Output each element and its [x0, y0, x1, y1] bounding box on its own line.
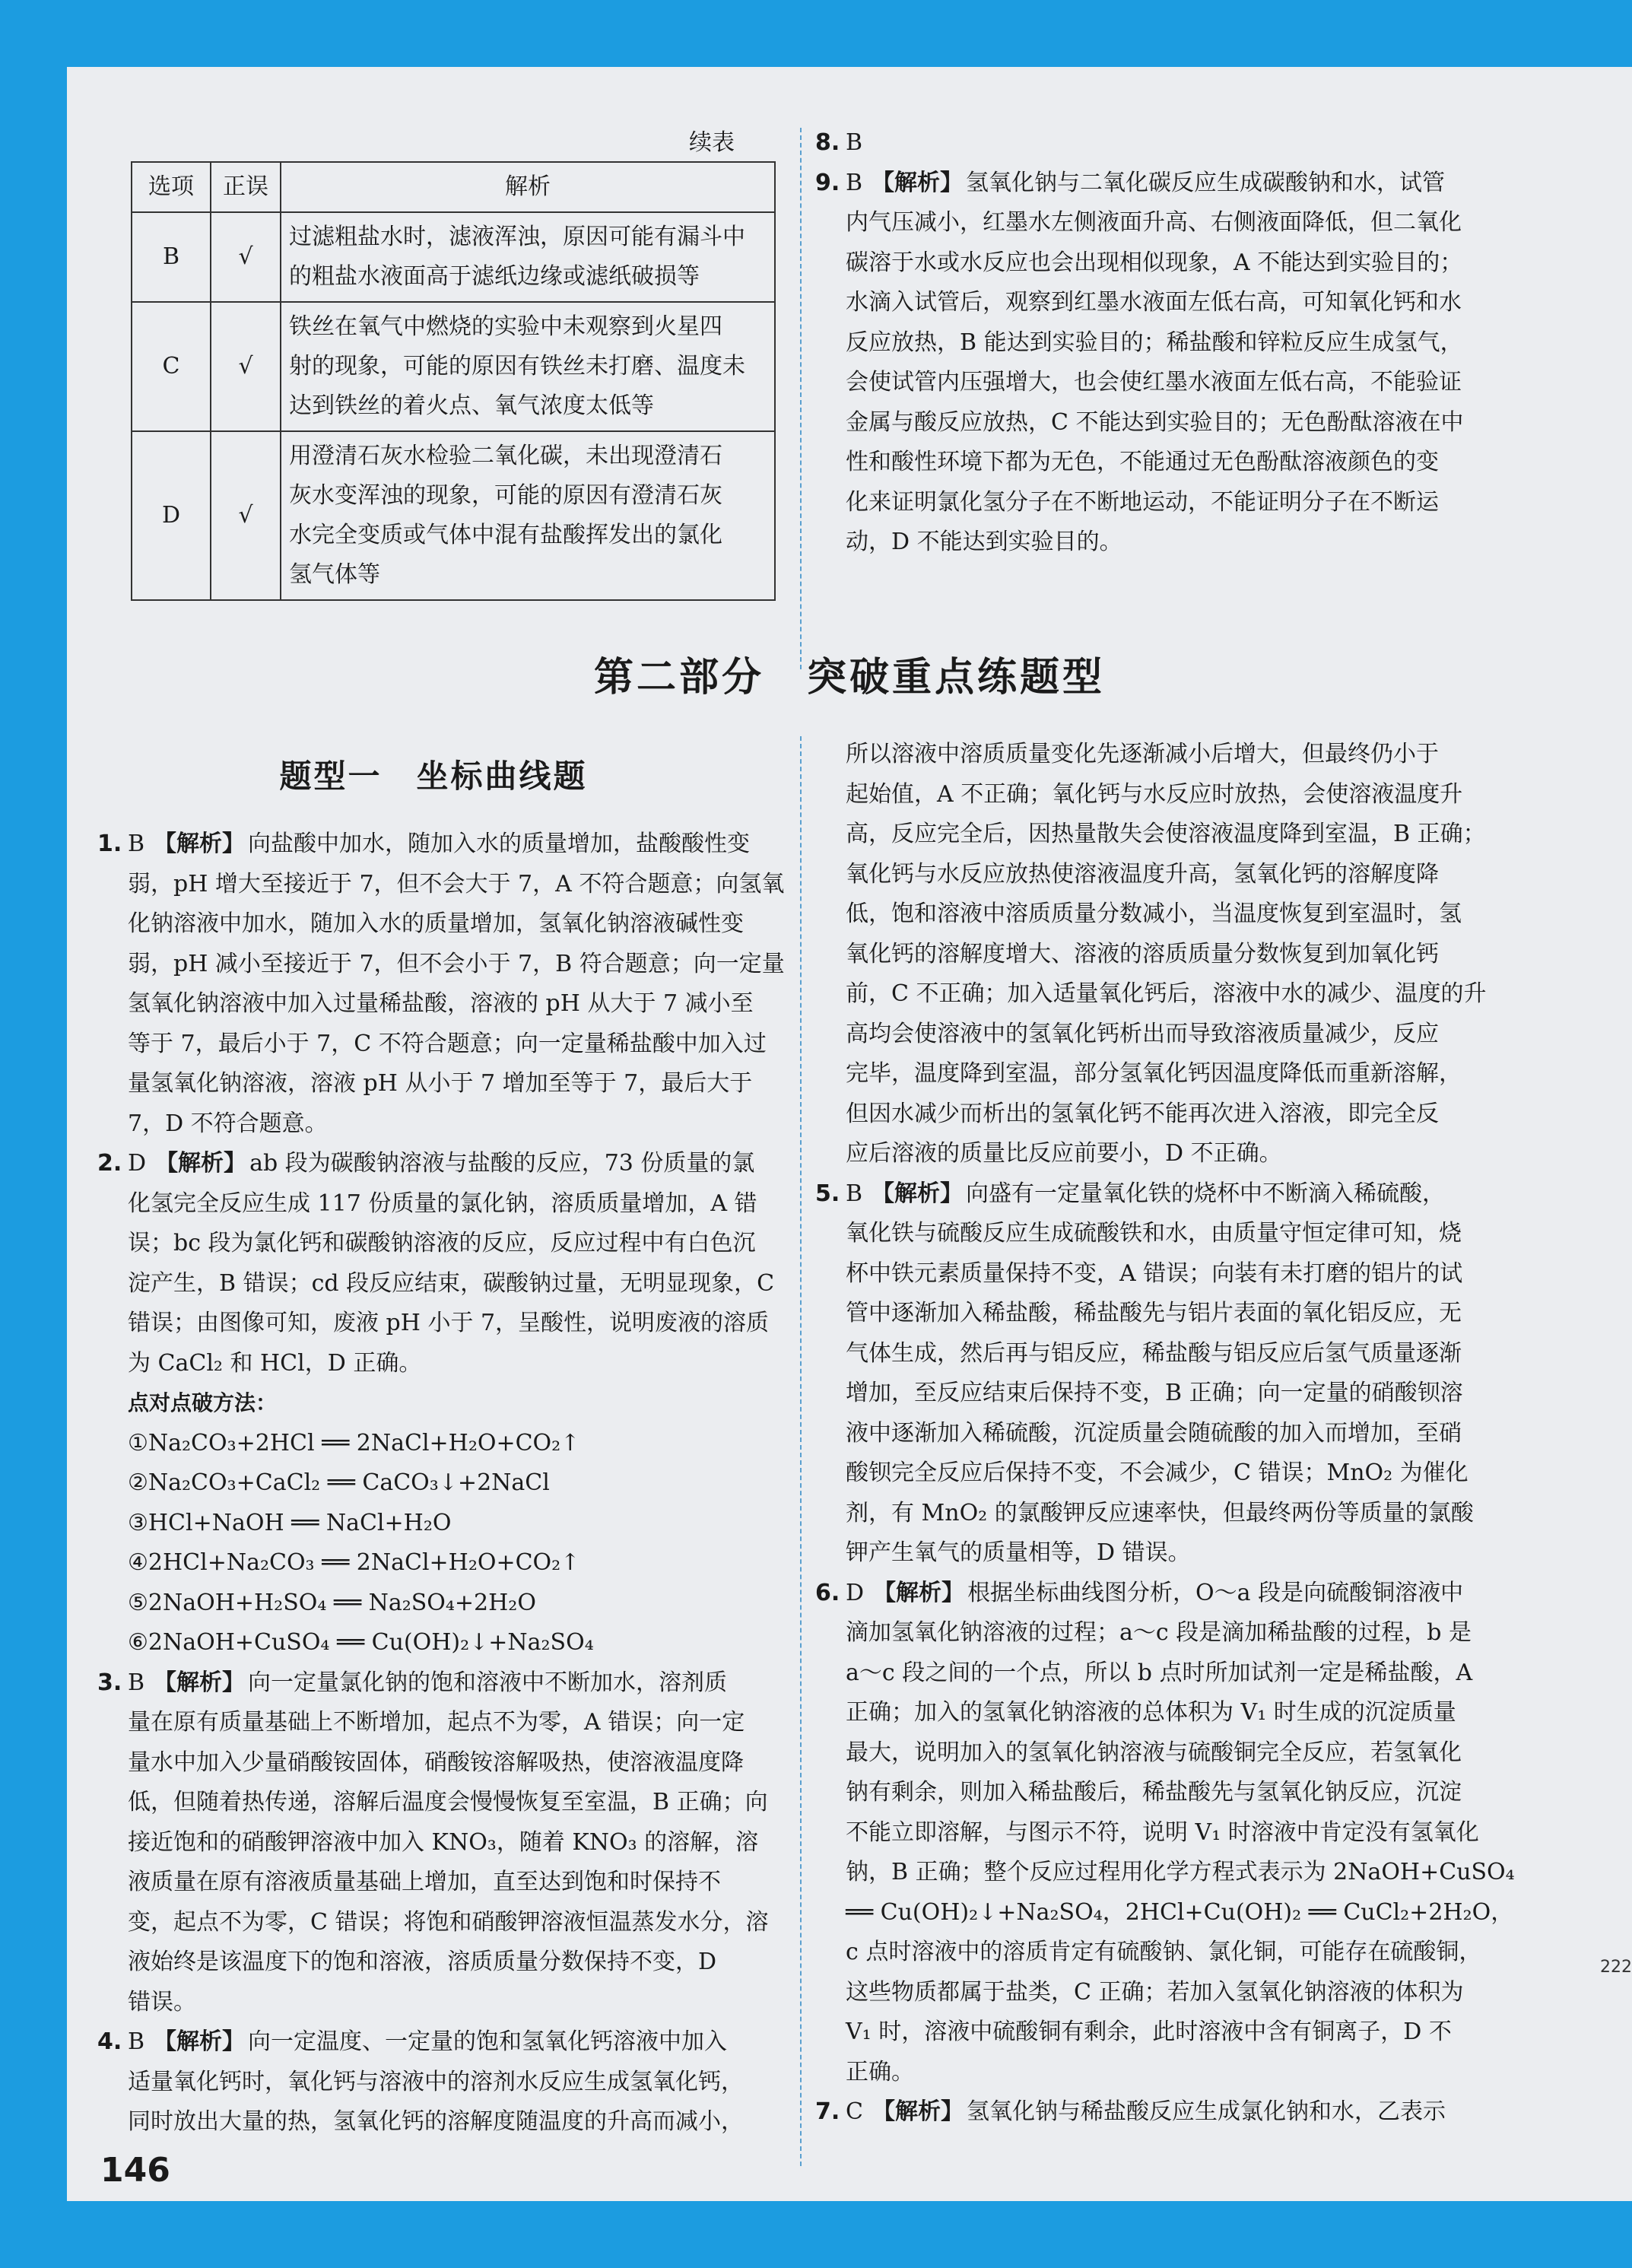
column-divider-bottom	[800, 736, 802, 2166]
text-line: 气体生成，然后再与铝反应，稀盐酸与铝反应后氢气质量逐渐	[846, 1339, 1462, 1367]
text-line: 化来证明氯化氢分子在不断地运动，不能证明分子在不断运	[846, 488, 1439, 516]
text-line: 正确；加入的氢氧化钠溶液的总体积为 V₁ 时生成的沉淀质量	[846, 1699, 1456, 1726]
equation: ③HCl+NaOH ══ NaCl+H₂O	[128, 1509, 452, 1536]
text-line: 金属与酸反应放热，C 不能达到实验目的；无色酚酞溶液在中	[846, 408, 1464, 436]
text-line: 化钠溶液中加水，随加入水的质量增加，氢氧化钠溶液碱性变	[128, 910, 744, 937]
question-answer: D	[846, 1579, 865, 1606]
text-line: 水滴入试管后，观察到红墨水液面左低右高，可知氧化钙和水	[846, 289, 1462, 316]
question-6	[815, 1574, 1577, 2093]
text-line: 会使试管内压强增大，也会使红墨水液面左低右高，不能验证	[846, 369, 1462, 395]
text-line: a～c 段之间的一个点，所以 b 点时所加试剂一定是稀盐酸，A	[846, 1659, 1473, 1686]
question-answer: B	[846, 129, 863, 156]
analysis-tag: 【解析】	[873, 1579, 965, 1606]
right-column	[815, 735, 1577, 2133]
text-line: 低，饱和溶液中溶质质量分数减小，当温度恢复到室温时，氢	[846, 901, 1462, 927]
text-line: 向一定量氯化钠的饱和溶液中不断加水，溶剂质	[248, 1669, 728, 1696]
text-line: 碳溶于水或水反应也会出现相似现象，A 不能达到实验目的；	[846, 249, 1463, 276]
text-line: 化氢完全反应生成 117 份质量的氯化钠，溶质质量增加，A 错	[128, 1190, 757, 1217]
text-line: 起始值，A 不正确；氧化钙与水反应时放热，会使溶液温度升	[846, 780, 1463, 808]
analysis-tag: 【解析】	[154, 1669, 246, 1696]
text-line: 向一定温度、一定量的饱和氢氧化钙溶液中加入	[248, 2028, 728, 2055]
text-line: 水完全变质或气体中混有盐酸挥发出的氯化	[289, 522, 722, 548]
text-line: 液质量在原有溶液质量基础上增加，直至达到饱和时保持不	[128, 1869, 721, 1895]
analysis-tag: 【解析】	[872, 2098, 964, 2125]
text-line: 的粗盐水液面高于滤纸边缘或滤纸破损等	[289, 263, 700, 290]
text-line: 动，D 不能达到实验目的。	[846, 529, 1122, 555]
question-9	[815, 164, 1577, 563]
text-line: 应后溶液的质量比反应前要小，D 不正确。	[846, 1140, 1282, 1167]
text-line: 氢氧化钠与稀盐酸反应生成氯化钠和水，乙表示	[966, 2098, 1446, 2125]
question-answer: B	[128, 2028, 145, 2055]
question-number: 8.	[815, 129, 840, 156]
row-correct: √	[211, 212, 281, 302]
text-line: 接近饱和的硝酸钾溶液中加入 KNO₃，随着 KNO₃ 的溶解，溶	[128, 1828, 759, 1856]
page-number: 146	[100, 2151, 170, 2190]
text-line: 氢气体等	[289, 561, 380, 588]
text-line: 射的现象，可能的原因有铁丝未打磨、温度未	[289, 353, 745, 380]
row-option: B	[132, 212, 211, 302]
text-line: 高均会使溶液中的氢氧化钙析出而导致溶液质量减少，反应	[846, 1020, 1439, 1047]
text-line: 前，C 不正确；加入适量氧化钙后，溶液中水的减少、温度的升	[846, 980, 1487, 1007]
text-line: 量氢氧化钠溶液，溶液 pH 从小于 7 增加至等于 7，最后大于	[128, 1070, 753, 1097]
text-line: 杯中铁元素质量保持不变，A 错误；向装有未打磨的铝片的试	[846, 1259, 1463, 1287]
text-line: 淀产生，B 错误；cd 段反应结束，碳酸钠过量，无明显现象，C	[128, 1269, 775, 1297]
question-answer: D	[128, 1150, 147, 1177]
question-number: 5.	[815, 1180, 840, 1207]
analysis-tag: 【解析】	[872, 1180, 964, 1207]
text-line: 向盐酸中加水，随加入水的质量增加，盐酸酸性变	[248, 831, 751, 857]
text-line: 同时放出大量的热，氢氧化钙的溶解度随温度的升高而减小，	[128, 2108, 744, 2135]
text-line: 高，反应完全后，因热量散失会使溶液温度降到室温，B 正确；	[846, 821, 1486, 847]
text-line: 正确。	[846, 2058, 914, 2085]
side-number: 222	[1600, 1958, 1632, 1977]
text-line: 铁丝在氧气中燃烧的实验中未观察到火星四	[289, 313, 722, 340]
row-explanation	[281, 302, 775, 431]
text-line: 滴加氢氧化钠溶液的过程；a～c 段是滴加稀盐酸的过程，b 是	[846, 1619, 1472, 1646]
header-correct: 正误	[211, 162, 281, 212]
text-line: 但因水减少而析出的氢氧化钙不能再次进入溶液，即完全反	[846, 1100, 1439, 1127]
table-row	[132, 302, 775, 431]
text-line: V₁ 时，溶液中硫酸铜有剩余，此时溶液中含有铜离子，D 不	[846, 2019, 1452, 2045]
row-explanation	[281, 431, 775, 600]
question-number: 3.	[97, 1669, 122, 1696]
table-row	[132, 431, 775, 600]
text-line: c 点时溶液中的溶质肯定有硫酸钠、氯化铜，可能存在硫酸铜，	[846, 1939, 1482, 1965]
text-line: 增加，至反应结束后保持不变，B 正确；向一定量的硝酸钡溶	[846, 1380, 1463, 1406]
analysis-tag: 【解析】	[154, 2028, 246, 2055]
text-line: 氧化铁与硫酸反应生成硫酸铁和水，由质量守恒定律可知，烧	[846, 1220, 1462, 1247]
text-line: 这些物质都属于盐类，C 正确；若加入氢氧化钠溶液的体积为	[846, 1978, 1464, 2006]
text-line: 钠有剩余，则加入稀盐酸后，稀盐酸先与氢氧化钠反应，沉淀	[846, 1779, 1462, 1806]
text-line: 不能立即溶解，与图示不符，说明 V₁ 时溶液中肯定没有氢氧化	[846, 1819, 1479, 1846]
row-option: C	[132, 302, 211, 431]
question-number: 2.	[97, 1150, 122, 1177]
question-5	[815, 1174, 1577, 1574]
question-2	[97, 1144, 791, 1663]
text-line: 钠，B 正确；整个反应过程用化学方程式表示为 2NaOH+CuSO₄	[846, 1859, 1515, 1885]
header-explanation: 解析	[281, 162, 775, 212]
question-number: 1.	[97, 831, 122, 857]
text-line: 内气压减小，红墨水左侧液面升高、右侧液面降低，但二氧化	[846, 209, 1462, 236]
text-line: 错误；由图像可知，废液 pH 小于 7，呈酸性，说明废液的溶质	[128, 1310, 770, 1336]
subsection-title: 题型一 坐标曲线题	[279, 758, 588, 795]
method-title: 点对点破方法：	[128, 1390, 278, 1415]
text-line: 根据坐标曲线图分析，O～a 段是向硫酸铜溶液中	[967, 1579, 1464, 1606]
text-line: 液始终是该温度下的饱和溶液，溶质质量分数保持不变，D	[128, 1949, 717, 1975]
table-row	[132, 212, 775, 302]
top-right-column	[815, 123, 1577, 563]
question-answer: B	[846, 169, 863, 196]
text-line: 灰水变浑浊的现象，可能的原因有澄清石灰	[289, 482, 722, 509]
question-7	[815, 2092, 1577, 2133]
analysis-tag: 【解析】	[872, 169, 964, 196]
text-line: 氧化钙与水反应放热使溶液温度升高，氢氧化钙的溶解度降	[846, 860, 1439, 888]
equation: ②Na₂CO₃+CaCl₂ ══ CaCO₃↓+2NaCl	[128, 1469, 550, 1496]
row-correct: √	[211, 431, 281, 600]
question-number: 9.	[815, 169, 840, 196]
text-line: 过滤粗盐水时，滤液浑浊，原因可能有漏斗中	[289, 224, 745, 250]
equation: ①Na₂CO₃+2HCl ══ 2NaCl+H₂O+CO₂↑	[128, 1429, 580, 1456]
text-line: 性和酸性环境下都为无色，不能通过无色酚酞溶液颜色的变	[846, 449, 1439, 475]
answer-table	[131, 161, 776, 601]
text-line: 变，起点不为零，C 错误；将饱和硝酸钾溶液恒温蒸发水分，溶	[128, 1908, 769, 1936]
text-line: ab 段为碳酸钠溶液与盐酸的反应，73 份质量的氯	[249, 1150, 755, 1177]
text-line: 达到铁丝的着火点、氧气浓度太低等	[289, 392, 654, 419]
text-line: 用澄清石灰水检验二氧化碳，未出现澄清石	[289, 443, 722, 469]
text-line: 7，D 不符合题意。	[128, 1110, 328, 1137]
text-line: 量在原有质量基础上不断增加，起点不为零，A 错误；向一定	[128, 1709, 745, 1736]
equation: ⑥2NaOH+CuSO₄ ══ Cu(OH)₂↓+Na₂SO₄	[128, 1629, 594, 1656]
text-line: 最大，说明加入的氢氧化钠溶液与硫酸铜完全反应，若氢氧化	[846, 1739, 1462, 1766]
text-line: 反应放热，B 能达到实验目的；稀盐酸和锌粒反应生成氢气，	[846, 329, 1463, 356]
question-answer: B	[128, 1669, 145, 1696]
text-line: 液中逐渐加入稀硫酸，沉淀质量会随硫酸的加入而增加，至硝	[846, 1419, 1462, 1447]
text-line: ══ Cu(OH)₂↓+Na₂SO₄，2HCl+Cu(OH)₂ ══ CuCl₂+2H₂O，	[846, 1898, 1514, 1926]
text-line: 向盛有一定量氧化铁的烧杯中不断滴入稀硫酸，	[966, 1180, 1446, 1207]
text-line: 量水中加入少量硝酸铵固体，硝酸铵溶解吸热，使溶液温度降	[128, 1749, 744, 1776]
text-line: 完毕，温度降到室温，部分氢氧化钙因温度降低而重新溶解，	[846, 1060, 1462, 1087]
text-line: 所以溶液中溶质质量变化先逐渐减小后增大，但最终仍小于	[846, 741, 1439, 767]
section-title: 第二部分 突破重点练题型	[593, 655, 1105, 700]
question-4	[97, 2022, 791, 2143]
question-1	[97, 824, 791, 1144]
text-line: 适量氧化钙时，氧化钙与溶液中的溶剂水反应生成氢氧化钙，	[128, 2068, 744, 2095]
text-line: 氧化钙的溶解度增大、溶液的溶质质量分数恢复到加氧化钙	[846, 940, 1439, 967]
text-line: 弱，pH 减小至接近于 7，但不会小于 7，B 符合题意；向一定量	[128, 950, 785, 977]
question-4-continued	[815, 735, 1577, 1174]
text-line: 剂，有 MnO₂ 的氯酸钾反应速率快，但最终两份等质量的氯酸	[846, 1499, 1474, 1526]
text-line: 钾产生氧气的质量相等，D 错误。	[846, 1539, 1191, 1566]
equation: ④2HCl+Na₂CO₃ ══ 2NaCl+H₂O+CO₂↑	[128, 1549, 580, 1576]
text-line: 氢氧化钠与二氧化碳反应生成碳酸钠和水，试管	[966, 169, 1446, 196]
equation: ⑤2NaOH+H₂SO₄ ══ Na₂SO₄+2H₂O	[128, 1589, 536, 1616]
question-number: 6.	[815, 1579, 840, 1606]
text-line: 氢氧化钠溶液中加入过量稀盐酸，溶液的 pH 从大于 7 减小至	[128, 990, 754, 1017]
page	[67, 67, 1632, 2201]
analysis-tag: 【解析】	[154, 831, 246, 857]
text-line: 弱，pH 增大至接近于 7，但不会大于 7，A 不符合题意；向氢氧	[128, 870, 785, 897]
left-column	[97, 824, 791, 2143]
question-answer: C	[846, 2098, 863, 2125]
text-line: 等于 7，最后小于 7，C 不符合题意；向一定量稀盐酸中加入过	[128, 1030, 767, 1057]
text-line: 酸钡完全反应后保持不变，不会减少，C 错误；MnO₂ 为催化	[846, 1460, 1468, 1486]
question-3	[97, 1663, 791, 2023]
text-line: 低，但随着热传递，溶解后温度会慢慢恢复至室温，B 正确；向	[128, 1789, 768, 1815]
question-answer: B	[128, 831, 145, 857]
question-number: 4.	[97, 2028, 122, 2055]
question-number: 7.	[815, 2098, 840, 2125]
text-line: 错误。	[128, 1988, 196, 2015]
row-explanation	[281, 212, 775, 302]
column-divider-top	[800, 128, 802, 669]
table-header-row	[132, 162, 775, 212]
text-line: 误；bc 段为氯化钙和碳酸钠溶液的反应，反应过程中有白色沉	[128, 1230, 756, 1256]
question-8	[815, 123, 1577, 164]
table-continued-label: 续表	[689, 129, 735, 156]
header-option: 选项	[132, 162, 211, 212]
question-answer: B	[846, 1180, 863, 1207]
analysis-tag: 【解析】	[155, 1150, 247, 1177]
row-option: D	[132, 431, 211, 600]
text-line: 管中逐渐加入稀盐酸，稀盐酸先与铝片表面的氧化铝反应，无	[846, 1300, 1462, 1326]
row-correct: √	[211, 302, 281, 431]
text-line: 为 CaCl₂ 和 HCl，D 正确。	[128, 1349, 422, 1377]
